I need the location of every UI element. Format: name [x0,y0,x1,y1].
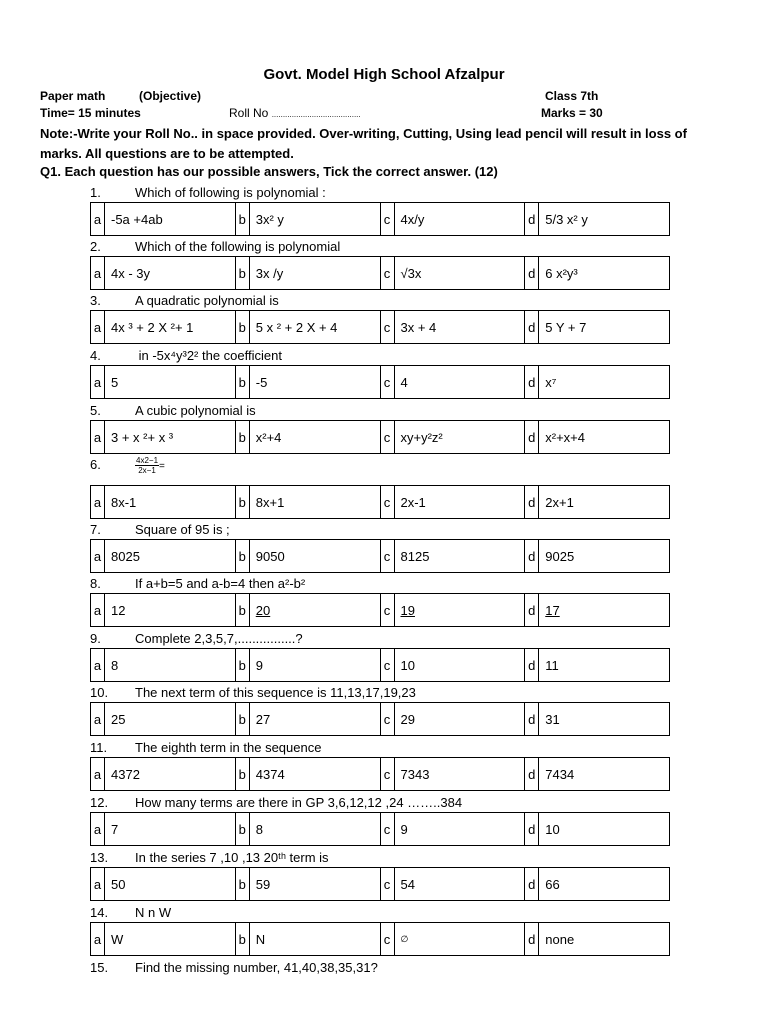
option-text: xy+y²z² [400,429,443,445]
answer-options-row [90,420,670,454]
answer-option-c[interactable] [380,540,525,572]
option-letter: c [381,203,395,235]
answer-option-a[interactable] [91,758,235,790]
option-text: 10 [400,657,415,673]
answer-option-d[interactable] [524,703,669,735]
fraction-denominator: 2x−1 [138,466,156,475]
question-number: 2. [90,239,101,254]
option-letter: a [91,649,105,681]
answer-options-row [90,539,670,573]
question-text: How many terms are there in GP 3,6,12,12 ,24 ……..384 [135,795,463,810]
option-letter: b [236,366,250,398]
question-text: A cubic polynomial is [135,403,256,418]
option-letter: d [525,923,539,955]
option-text: 3 + x ²+ x ³ [111,429,174,445]
option-text: 8125 [400,548,430,564]
answer-option-b[interactable] [235,311,380,343]
option-text: 29 [400,711,415,727]
option-text: 4372 [111,766,140,782]
answer-option-a[interactable] [91,868,235,900]
answer-options-row [90,648,670,682]
option-text: 9050 [255,548,285,564]
option-text: 9 [400,821,408,837]
option-letter: a [91,923,105,955]
question-text: Which of the following is polynomial [135,239,341,254]
option-text: 50 [111,876,126,892]
option-letter: c [381,923,395,955]
question-number: 4. [90,348,101,363]
option-letter: b [236,486,250,518]
option-text: 7 [111,821,119,837]
option-text: 4x/y [400,211,425,227]
option-letter: b [236,923,250,955]
question-text: In the series 7 ,10 ,13 20ᵗʰ term is [135,850,329,865]
option-letter: b [236,540,250,572]
option-letter: d [525,203,539,235]
option-letter: a [91,703,105,735]
question-number: 9. [90,631,101,646]
answer-option-c[interactable] [380,813,525,845]
question-text: The eighth term in the sequence [135,740,322,755]
option-letter: d [525,758,539,790]
option-letter: c [381,366,395,398]
option-letter: d [525,594,539,626]
answer-option-c[interactable] [380,311,525,343]
answer-option-b[interactable] [235,421,380,453]
option-letter: d [525,366,539,398]
option-letter: b [236,703,250,735]
answer-option-a[interactable] [91,923,235,955]
option-letter: b [236,868,250,900]
question-14 [90,905,171,920]
option-letter: b [236,257,250,289]
answer-option-a[interactable] [91,594,235,626]
question-number: 14. [90,905,109,920]
question-7 [90,522,230,537]
question-13 [90,850,329,865]
answer-option-c[interactable] [380,649,525,681]
question-number: 8. [90,576,101,591]
answer-options-row [90,256,670,290]
question-number: 3. [90,293,101,308]
option-text: 2x+1 [545,494,574,510]
answer-option-a[interactable] [91,813,235,845]
option-text: 31 [545,711,560,727]
question-number: 7. [90,522,101,537]
option-text: 25 [111,711,126,727]
question-9 [90,631,303,646]
option-letter: c [381,486,395,518]
option-letter: c [381,594,395,626]
option-letter: c [381,813,395,845]
answer-option-b[interactable] [235,868,380,900]
question-number: 15. [90,960,109,975]
option-text: 59 [255,876,271,892]
option-text: -5 [255,374,268,390]
answer-option-d[interactable] [524,813,669,845]
question-number: 12. [90,795,109,810]
option-text: 8x-1 [111,494,137,510]
option-text: x²+x+4 [545,429,585,445]
answer-option-a[interactable] [91,703,235,735]
answer-option-a[interactable] [91,203,235,235]
option-letter: a [91,257,105,289]
paper-type: (Objective) [139,89,202,103]
option-letter: c [381,868,395,900]
option-letter: d [525,257,539,289]
option-text: 3x² y [255,211,284,227]
option-text: 5 Y + 7 [545,319,587,335]
answer-option-b[interactable] [235,649,380,681]
answer-option-b[interactable] [235,594,380,626]
answer-options-row [90,702,670,736]
option-text: N [255,931,266,947]
option-text: 10 [545,821,560,837]
answer-option-c[interactable] [380,486,525,518]
answer-options-row [90,922,670,956]
option-letter: a [91,366,105,398]
option-letter: a [91,486,105,518]
fraction-numerator: 4x2−1 [136,456,159,465]
question-10 [90,685,416,700]
option-letter: d [525,540,539,572]
answer-options-row [90,485,670,519]
answer-option-c[interactable] [380,366,525,398]
answer-option-a[interactable] [91,649,235,681]
answer-option-c[interactable] [380,703,525,735]
option-letter: d [525,421,539,453]
roll-number-blank: ........................................ [271,110,361,119]
option-text: 6 x²y³ [545,265,578,281]
option-letter: d [525,311,539,343]
answer-option-d[interactable] [524,594,669,626]
answer-option-b[interactable] [235,923,380,955]
answer-option-a[interactable] [91,366,235,398]
question-text: If a+b=5 and a-b=4 then a²-b² [135,576,306,591]
option-letter: d [525,868,539,900]
answer-option-c[interactable] [380,923,525,955]
option-letter: a [91,203,105,235]
option-text: x⁷ [545,374,557,390]
option-text: 3x /y [255,265,284,281]
option-text: 11 [545,657,559,673]
option-text: 8025 [111,548,140,564]
question-number: 6. [90,456,101,472]
question-15 [90,960,378,975]
option-text: 4374 [255,766,285,782]
option-letter: b [236,813,250,845]
answer-option-d[interactable] [524,486,669,518]
roll-number-field [229,106,361,120]
answer-option-c[interactable] [380,594,525,626]
question-8 [90,576,305,591]
class-label: Class 7th [545,89,599,103]
answer-option-d[interactable] [524,649,669,681]
option-letter: b [236,203,250,235]
option-letter: a [91,868,105,900]
option-text: 7343 [400,766,430,782]
answer-option-d[interactable] [524,923,669,955]
option-letter: b [236,649,250,681]
question-text: Square of 95 is ; [135,522,230,537]
answer-option-b[interactable] [235,257,380,289]
option-text: x²+4 [255,429,282,445]
option-text: none [545,931,575,947]
answer-option-b[interactable] [235,540,380,572]
question-5 [90,403,256,418]
school-name: Govt. Model High School Afzalpur [263,66,505,83]
option-letter: b [236,594,250,626]
option-text: 54 [400,876,415,892]
option-text: 8 [111,657,119,673]
option-letter: a [91,540,105,572]
answer-option-c[interactable] [380,758,525,790]
option-text: 12 [111,602,126,618]
answer-options-row [90,867,670,901]
option-text: 3x + 4 [400,319,437,335]
answer-option-d[interactable] [524,540,669,572]
answer-options-row [90,593,670,627]
answer-option-a[interactable] [91,311,235,343]
option-letter: a [91,421,105,453]
answer-option-d[interactable] [524,311,669,343]
option-letter: c [381,703,395,735]
answer-option-c[interactable] [380,257,525,289]
option-letter: d [525,813,539,845]
option-text: √3x [400,265,422,281]
option-text: 66 [545,876,560,892]
question-text: in -5x⁴y³2² the coefficient [135,348,282,363]
option-letter: c [381,758,395,790]
answer-option-b[interactable] [235,366,380,398]
answer-options-row [90,202,670,236]
instructions-note: Note:-Write your Roll No.. in space provided. Over-writing, Cutting, Using lead pencil will result in loss of marks. All questions are to be attempted. [40,126,687,161]
question-number: 5. [90,403,101,418]
question-number: 11. [90,740,108,755]
option-text: ∅ [400,933,409,944]
answer-option-d[interactable] [524,758,669,790]
option-letter: c [381,540,395,572]
option-letter: a [91,594,105,626]
question-text: Complete 2,3,5,7,................? [135,631,303,646]
option-letter: d [525,486,539,518]
option-text: 8 [255,821,263,837]
question-number: 1. [90,185,101,200]
answer-option-b[interactable] [235,203,380,235]
answer-option-c[interactable] [380,203,525,235]
option-text: 9025 [545,548,575,564]
option-text: -5a +4ab [111,211,163,227]
option-letter: d [525,649,539,681]
time-label: Time= 15 minutes [40,106,141,120]
option-text: 4x ³ + 2 X ²+ 1 [111,319,194,335]
option-letter: d [525,703,539,735]
option-letter: c [381,257,395,289]
answer-option-a[interactable] [91,486,235,518]
answer-option-d[interactable] [524,366,669,398]
answer-options-row [90,757,670,791]
option-text: 20 [255,602,271,618]
answer-options-row [90,365,670,399]
paper-subject: Paper math [40,89,106,103]
answer-option-b[interactable] [235,486,380,518]
option-letter: b [236,758,250,790]
answer-option-c[interactable] [380,421,525,453]
question-text: The next term of this sequence is 11,13,17,19,23 [135,685,416,700]
question-text: Find the missing number, 41,40,38,35,31? [135,960,378,975]
option-letter: c [381,649,395,681]
option-text: 5 x ² + 2 X + 4 [255,319,338,335]
question-text: N n W [135,905,172,920]
question-text: A quadratic polynomial is [135,293,279,308]
option-text: 2x-1 [400,494,426,510]
question-6 [90,456,165,475]
option-text: 4 [400,374,408,390]
option-letter: a [91,813,105,845]
option-letter: c [381,311,395,343]
answer-option-b[interactable] [235,703,380,735]
roll-number-label: Roll No [229,106,269,120]
option-text: 8x+1 [255,494,285,510]
option-letter: a [91,758,105,790]
question-4 [90,348,282,363]
option-text: 9 [255,657,263,673]
answer-option-b[interactable] [235,758,380,790]
question-text: Which of following is polynomial : [135,185,326,200]
question-12 [90,795,462,810]
option-text: W [111,931,124,947]
answer-option-a[interactable] [91,421,235,453]
question-11 [90,740,321,755]
answer-options-row [90,812,670,846]
question-1 [90,185,326,200]
answer-option-c[interactable] [380,868,525,900]
option-letter: b [236,421,250,453]
option-text: 17 [545,602,560,618]
option-text: 27 [255,711,271,727]
answer-option-a[interactable] [91,540,235,572]
marks-label: Marks = 30 [541,106,603,120]
question-section-heading: Q1. Each question has our possible answers, Tick the correct answer. (12) [40,164,498,179]
answer-options-row [90,310,670,344]
option-text: 5/3 x² y [545,211,588,227]
question-3 [90,293,279,308]
option-text: 5 [111,374,119,390]
answer-option-d[interactable] [524,203,669,235]
option-text: 7434 [545,766,575,782]
equals-sign: = [159,460,165,472]
question-number: 13. [90,850,109,865]
fraction-expression [135,456,159,475]
option-letter: a [91,311,105,343]
question-number: 10. [90,685,109,700]
answer-option-b[interactable] [235,813,380,845]
option-text: 4x - 3y [111,265,151,281]
answer-option-a[interactable] [91,257,235,289]
option-letter: c [381,421,395,453]
option-letter: b [236,311,250,343]
answer-option-d[interactable] [524,421,669,453]
answer-option-d[interactable] [524,868,669,900]
answer-option-d[interactable] [524,257,669,289]
question-2 [90,239,340,254]
option-text: 19 [400,602,415,618]
